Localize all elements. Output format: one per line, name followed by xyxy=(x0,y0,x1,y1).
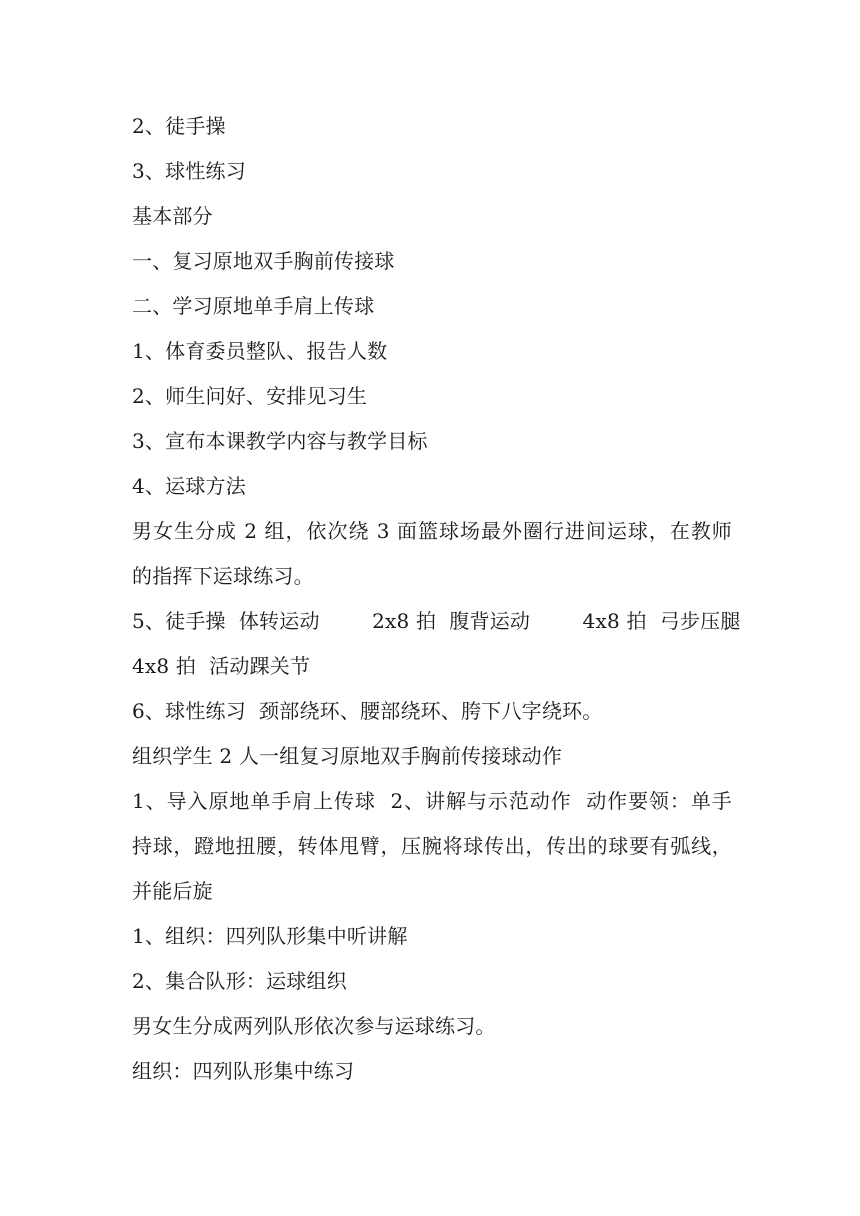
text-line: 4、运球方法 xyxy=(132,474,246,498)
document-body xyxy=(132,104,741,1094)
text-line: 1、导入原地单手肩上传球 2、讲解与示范动作 动作要领：单手 xyxy=(132,789,732,813)
text-line: 男女生分成两列队形依次参与运球练习。 xyxy=(132,1014,496,1038)
text-line: 1、体育委员整队、报告人数 xyxy=(132,339,388,363)
text-line: 持球，蹬地扭腰，转体甩臂，压腕将球传出，传出的球要有弧线， xyxy=(132,834,732,858)
text-line: 3、宣布本课教学内容与教学目标 xyxy=(132,429,428,453)
text-line: 2、师生问好、安排见习生 xyxy=(132,384,368,408)
text-line: 3、球性练习 xyxy=(132,159,246,183)
text-line: 2、徒手操 xyxy=(132,114,226,138)
text-line: 2、集合队形：运球组织 xyxy=(132,969,347,993)
text-line: 二、学习原地单手肩上传球 xyxy=(132,294,375,318)
text-line: 4x8 拍 活动踝关节 xyxy=(132,654,311,678)
text-line: 的指挥下运球练习。 xyxy=(132,564,314,588)
text-line: 组织：四列队形集中练习 xyxy=(132,1059,355,1083)
section-heading: 基本部分 xyxy=(132,204,213,228)
text-line: 并能后旋 xyxy=(132,879,213,903)
text-line: 组织学生 2 人一组复习原地双手胸前传接球动作 xyxy=(132,744,563,768)
text-line: 5、徒手操 体转运动 2x8 拍 腹背运动 4x8 拍 弓步压腿 xyxy=(132,609,741,633)
text-line: 1、组织：四列队形集中听讲解 xyxy=(132,924,408,948)
text-line: 一、复习原地双手胸前传接球 xyxy=(132,249,395,273)
text-line: 6、球性练习 颈部绕环、腰部绕环、胯下八字绕环。 xyxy=(132,699,603,723)
text-line: 男女生分成 2 组，依次绕 3 面篮球场最外圈行进间运球，在教师 xyxy=(132,519,732,543)
